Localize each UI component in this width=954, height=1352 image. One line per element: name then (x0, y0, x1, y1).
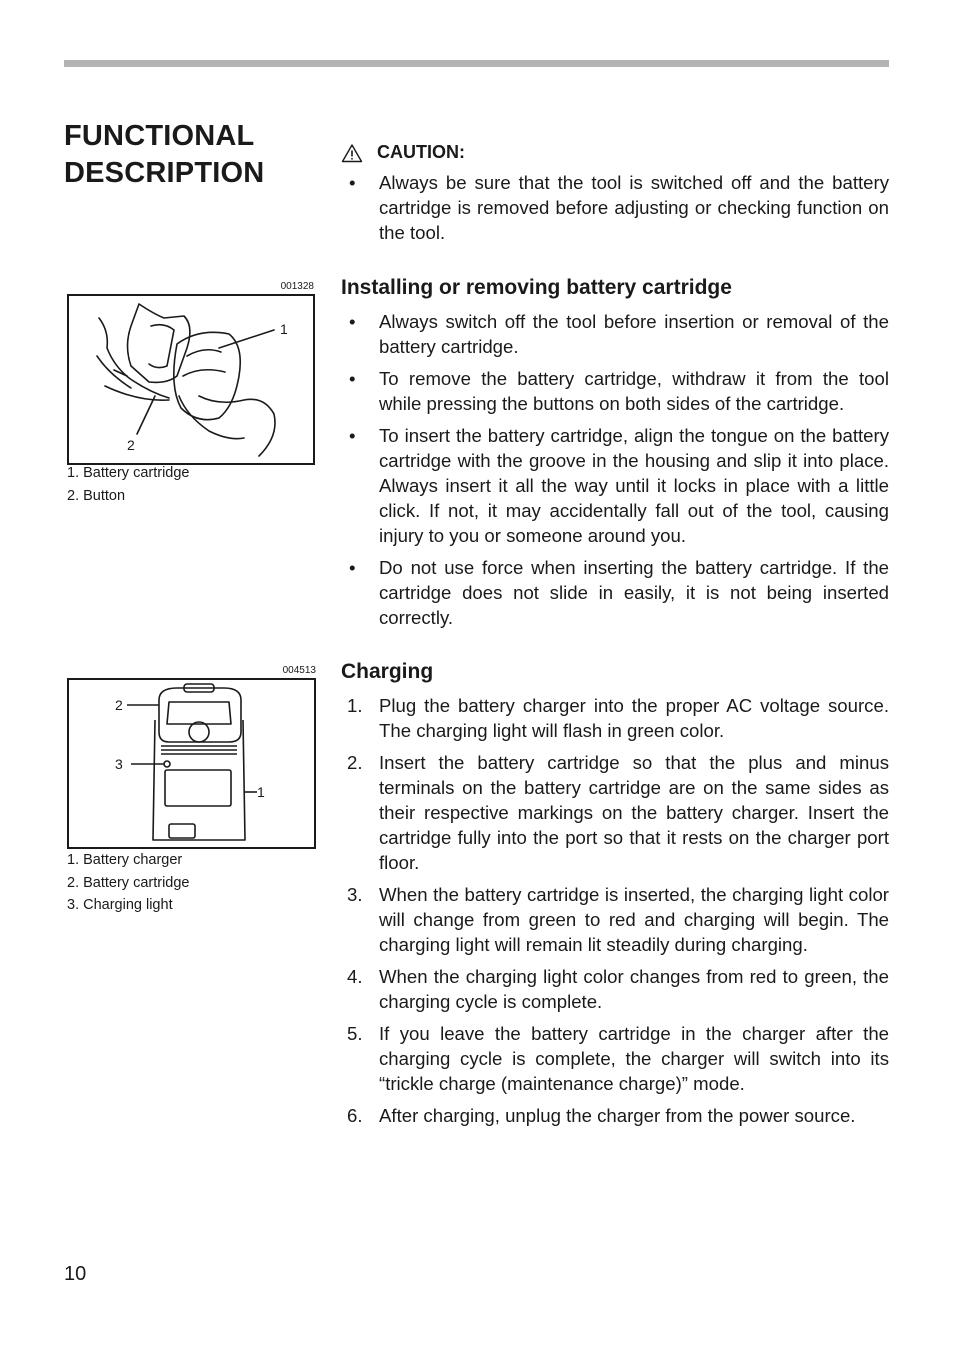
figure-2-charger (67, 678, 316, 849)
list-item-text: Plug the battery charger into the proper AC voltage source. The charging light will flash in green color. (379, 695, 889, 741)
legend-item: 2. Button (67, 487, 126, 504)
callout-2: 2 (115, 697, 123, 713)
installing-list (341, 309, 889, 637)
legend-item: 3. Charging light (67, 897, 173, 913)
list-item: 5. If you leave the battery cartridge in the charger after the charging cycle is complete, the charger will switch into its “trickle charge (maintenance charge)” mode. (347, 1023, 889, 1094)
page-number: 10 (64, 1263, 87, 1285)
figure-2-legend (67, 849, 190, 917)
list-item-text: When the charging light color changes from red to green, the charging cycle is complete. (379, 966, 889, 1012)
figure-2-code: 004513 (282, 665, 316, 676)
callout-2: 2 (127, 437, 135, 453)
list-item-text: Do not use force when inserting the battery cartridge. If the cartridge does not slide in easily, it is not being inserted correctly. (379, 557, 889, 628)
list-item: • Do not use force when inserting the battery cartridge. If the cartridge does not slide in easily, it is not being inserted correctly. (349, 557, 889, 628)
list-item: • To remove the battery cartridge, withdraw it from the tool while pressing the buttons on both sides of the cartridge. (349, 368, 889, 414)
callout-3: 3 (115, 756, 123, 772)
charger-illustration (69, 680, 314, 847)
list-item: 6. After charging, unplug the charger from the power source. (347, 1105, 856, 1126)
figure-1-code: 001328 (280, 281, 314, 292)
figure-1-legend (67, 462, 190, 507)
callout-1: 1 (280, 321, 288, 337)
list-item: 1. Plug the battery charger into the proper AC voltage source. The charging light will flash in green color. (347, 695, 889, 741)
list-item-text: To insert the battery cartridge, align the tongue on the battery cartridge with the groove in the housing and slip it into place. Always insert it all the way until it locks in place with a little click. If not, it may accidentally fall out of the tool, causing injury to you or someone around you. (379, 425, 889, 546)
list-item: • Always be sure that the tool is switched off and the battery cartridge is removed before adjusting or checking function on the tool. (349, 172, 889, 243)
list-item-text: After charging, unplug the charger from the power source. (379, 1105, 856, 1126)
list-item: 4. When the charging light color changes from red to green, the charging cycle is complete. (347, 966, 889, 1012)
caution-label: CAUTION: (377, 142, 465, 162)
charging-steps (341, 693, 889, 1135)
list-item: 2. Insert the battery cartridge so that the plus and minus terminals on the battery cartridge are on the same sides as their respective markings on the battery charger. Insert the cartridge fully into the port so that it rests on the charger port floor. (347, 752, 889, 873)
page-title: FUNCTIONAL DESCRIPTION (64, 120, 265, 189)
caution-heading (341, 142, 465, 163)
legend-item: 2. Battery cartridge (67, 874, 190, 891)
list-item: • Always switch off the tool before insertion or removal of the battery cartridge. (349, 311, 889, 357)
warning-icon (341, 143, 363, 163)
battery-install-illustration (69, 296, 313, 463)
charging-heading: Charging (341, 660, 434, 683)
list-item-text: Always be sure that the tool is switched off and the battery cartridge is removed before adjusting or checking function on the tool. (379, 172, 889, 243)
figure-1-battery-install (67, 294, 315, 465)
installing-heading: Installing or removing battery cartridge (341, 276, 732, 299)
list-item: 3. When the battery cartridge is inserted, the charging light color will change from green to red and charging will begin. The charging light will remain lit steadily during charging. (347, 884, 889, 955)
list-item-text: If you leave the battery cartridge in the charger after the charging cycle is complete, the charger will switch into its “trickle charge (maintenance charge)” mode. (379, 1023, 889, 1094)
legend-item: 1. Battery charger (67, 852, 183, 868)
list-item-text: To remove the battery cartridge, withdraw it from the tool while pressing the buttons on both sides of the cartridge. (379, 368, 889, 414)
header-rule (64, 60, 889, 67)
list-item-text: Always switch off the tool before insertion or removal of the battery cartridge. (379, 311, 889, 357)
legend-item: 1. Battery cartridge (67, 465, 190, 481)
caution-list (341, 170, 889, 252)
list-item-text: When the battery cartridge is inserted, the charging light color will change from green to red and charging will begin. The charging light will remain lit steadily during charging. (379, 884, 889, 955)
list-item: • To insert the battery cartridge, align the tongue on the battery cartridge with the groove in the housing and slip it into place. Always insert it all the way until it locks in place with a little click. If not, it may accidentally fall out of the tool, causing injury to you or someone around you. (349, 425, 889, 546)
list-item-text: Insert the battery cartridge so that the plus and minus terminals on the battery cartridge are on the same sides as their respective markings on the battery charger. Insert the cartridge fully into the port so that it rests on the charger port floor. (379, 752, 889, 873)
callout-1: 1 (257, 784, 265, 800)
